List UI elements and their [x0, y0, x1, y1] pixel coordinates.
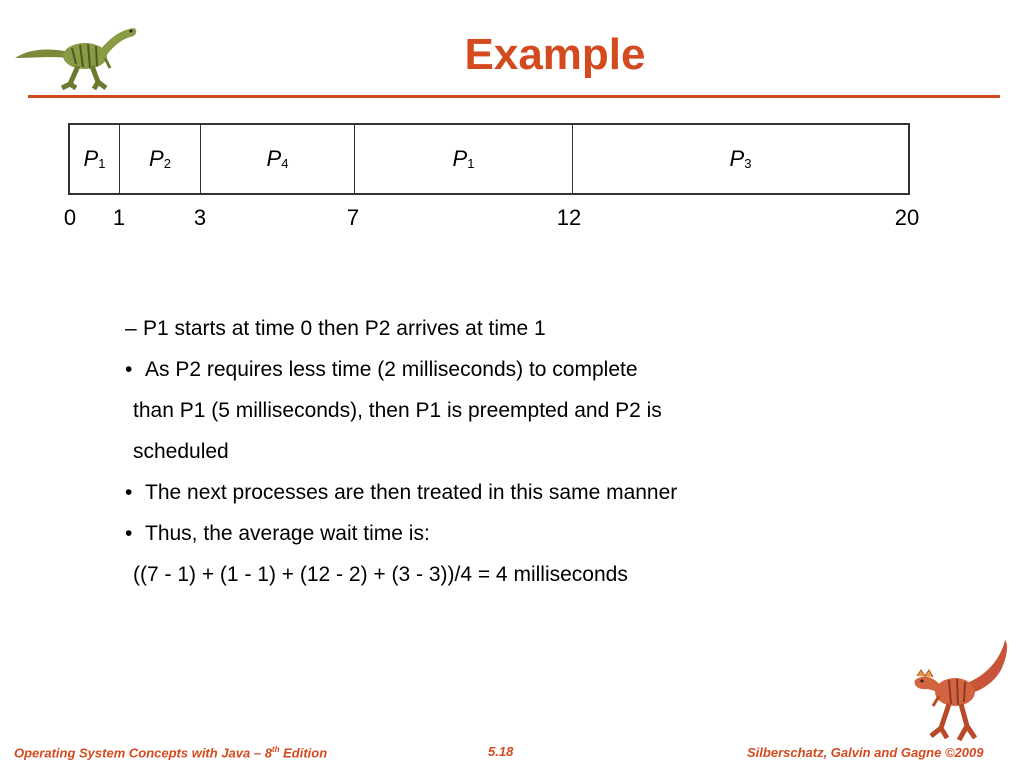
footer-book-title-text: Operating System Concepts with Java – 8	[14, 745, 272, 761]
bullet-text: As P2 requires less time (2 milliseconds) to complete	[145, 358, 638, 381]
gantt-process-label: P	[729, 146, 745, 171]
dash-item	[125, 308, 885, 349]
bullet-continuation: scheduled	[133, 440, 229, 463]
footer-page-number: 5.18	[488, 744, 514, 759]
bullet-continuation: than P1 (5 milliseconds), then P1 is preempted and P2 is	[133, 399, 662, 422]
gantt-process-subscript: 1	[467, 155, 475, 171]
gantt-segment	[355, 125, 573, 193]
gantt-tick: 3	[193, 205, 207, 230]
footer-book-title-suffix: Edition	[279, 745, 328, 761]
footer-book-title-sup: th	[271, 745, 280, 754]
title-divider	[28, 95, 1000, 98]
formula: ((7 - 1) + (1 - 1) + (12 - 2) + (3 - 3))/4 = 4 milliseconds	[133, 563, 628, 586]
gantt-process-label: P	[452, 146, 468, 171]
gantt-process-label: P	[266, 146, 282, 171]
bullet-icon: •	[125, 358, 133, 381]
gantt-process-subscript: 2	[163, 155, 171, 171]
gantt-tick: 7	[346, 205, 360, 230]
footer-book-title	[14, 745, 327, 760]
slide-body	[125, 308, 885, 595]
bullet-item	[125, 349, 885, 390]
gantt-segment	[201, 125, 355, 193]
gantt-segment	[70, 125, 120, 193]
gantt-process-subscript: 3	[744, 155, 752, 171]
dash-item-text: P1 starts at time 0 then P2 arrives at time 1	[143, 317, 546, 340]
gantt-chart	[68, 123, 910, 195]
gantt-process-label: P	[149, 146, 164, 171]
gantt-process-subscript: 4	[281, 155, 289, 171]
bullet-text: Thus, the average wait time is:	[145, 522, 430, 545]
bullet-item	[125, 513, 885, 554]
gantt-tick: 1	[112, 205, 126, 230]
bullet-item	[125, 472, 885, 513]
gantt-tick: 20	[894, 205, 920, 230]
bullet-icon: •	[125, 522, 133, 545]
dash-icon: –	[125, 317, 137, 340]
footer-authors: Silberschatz, Galvin and Gagne ©2009	[747, 745, 984, 760]
gantt-tick: 0	[63, 205, 77, 230]
dinosaur-mascot-icon	[905, 636, 1015, 748]
gantt-process-subscript: 1	[98, 155, 106, 171]
gantt-segment	[120, 125, 201, 193]
bullet-icon: •	[125, 481, 133, 504]
gantt-tick: 12	[556, 205, 582, 230]
gantt-process-label: P	[83, 146, 99, 171]
slide-title: Example	[464, 30, 646, 79]
gantt-segment	[573, 125, 908, 193]
bullet-text: The next processes are then treated in this same manner	[145, 481, 678, 504]
